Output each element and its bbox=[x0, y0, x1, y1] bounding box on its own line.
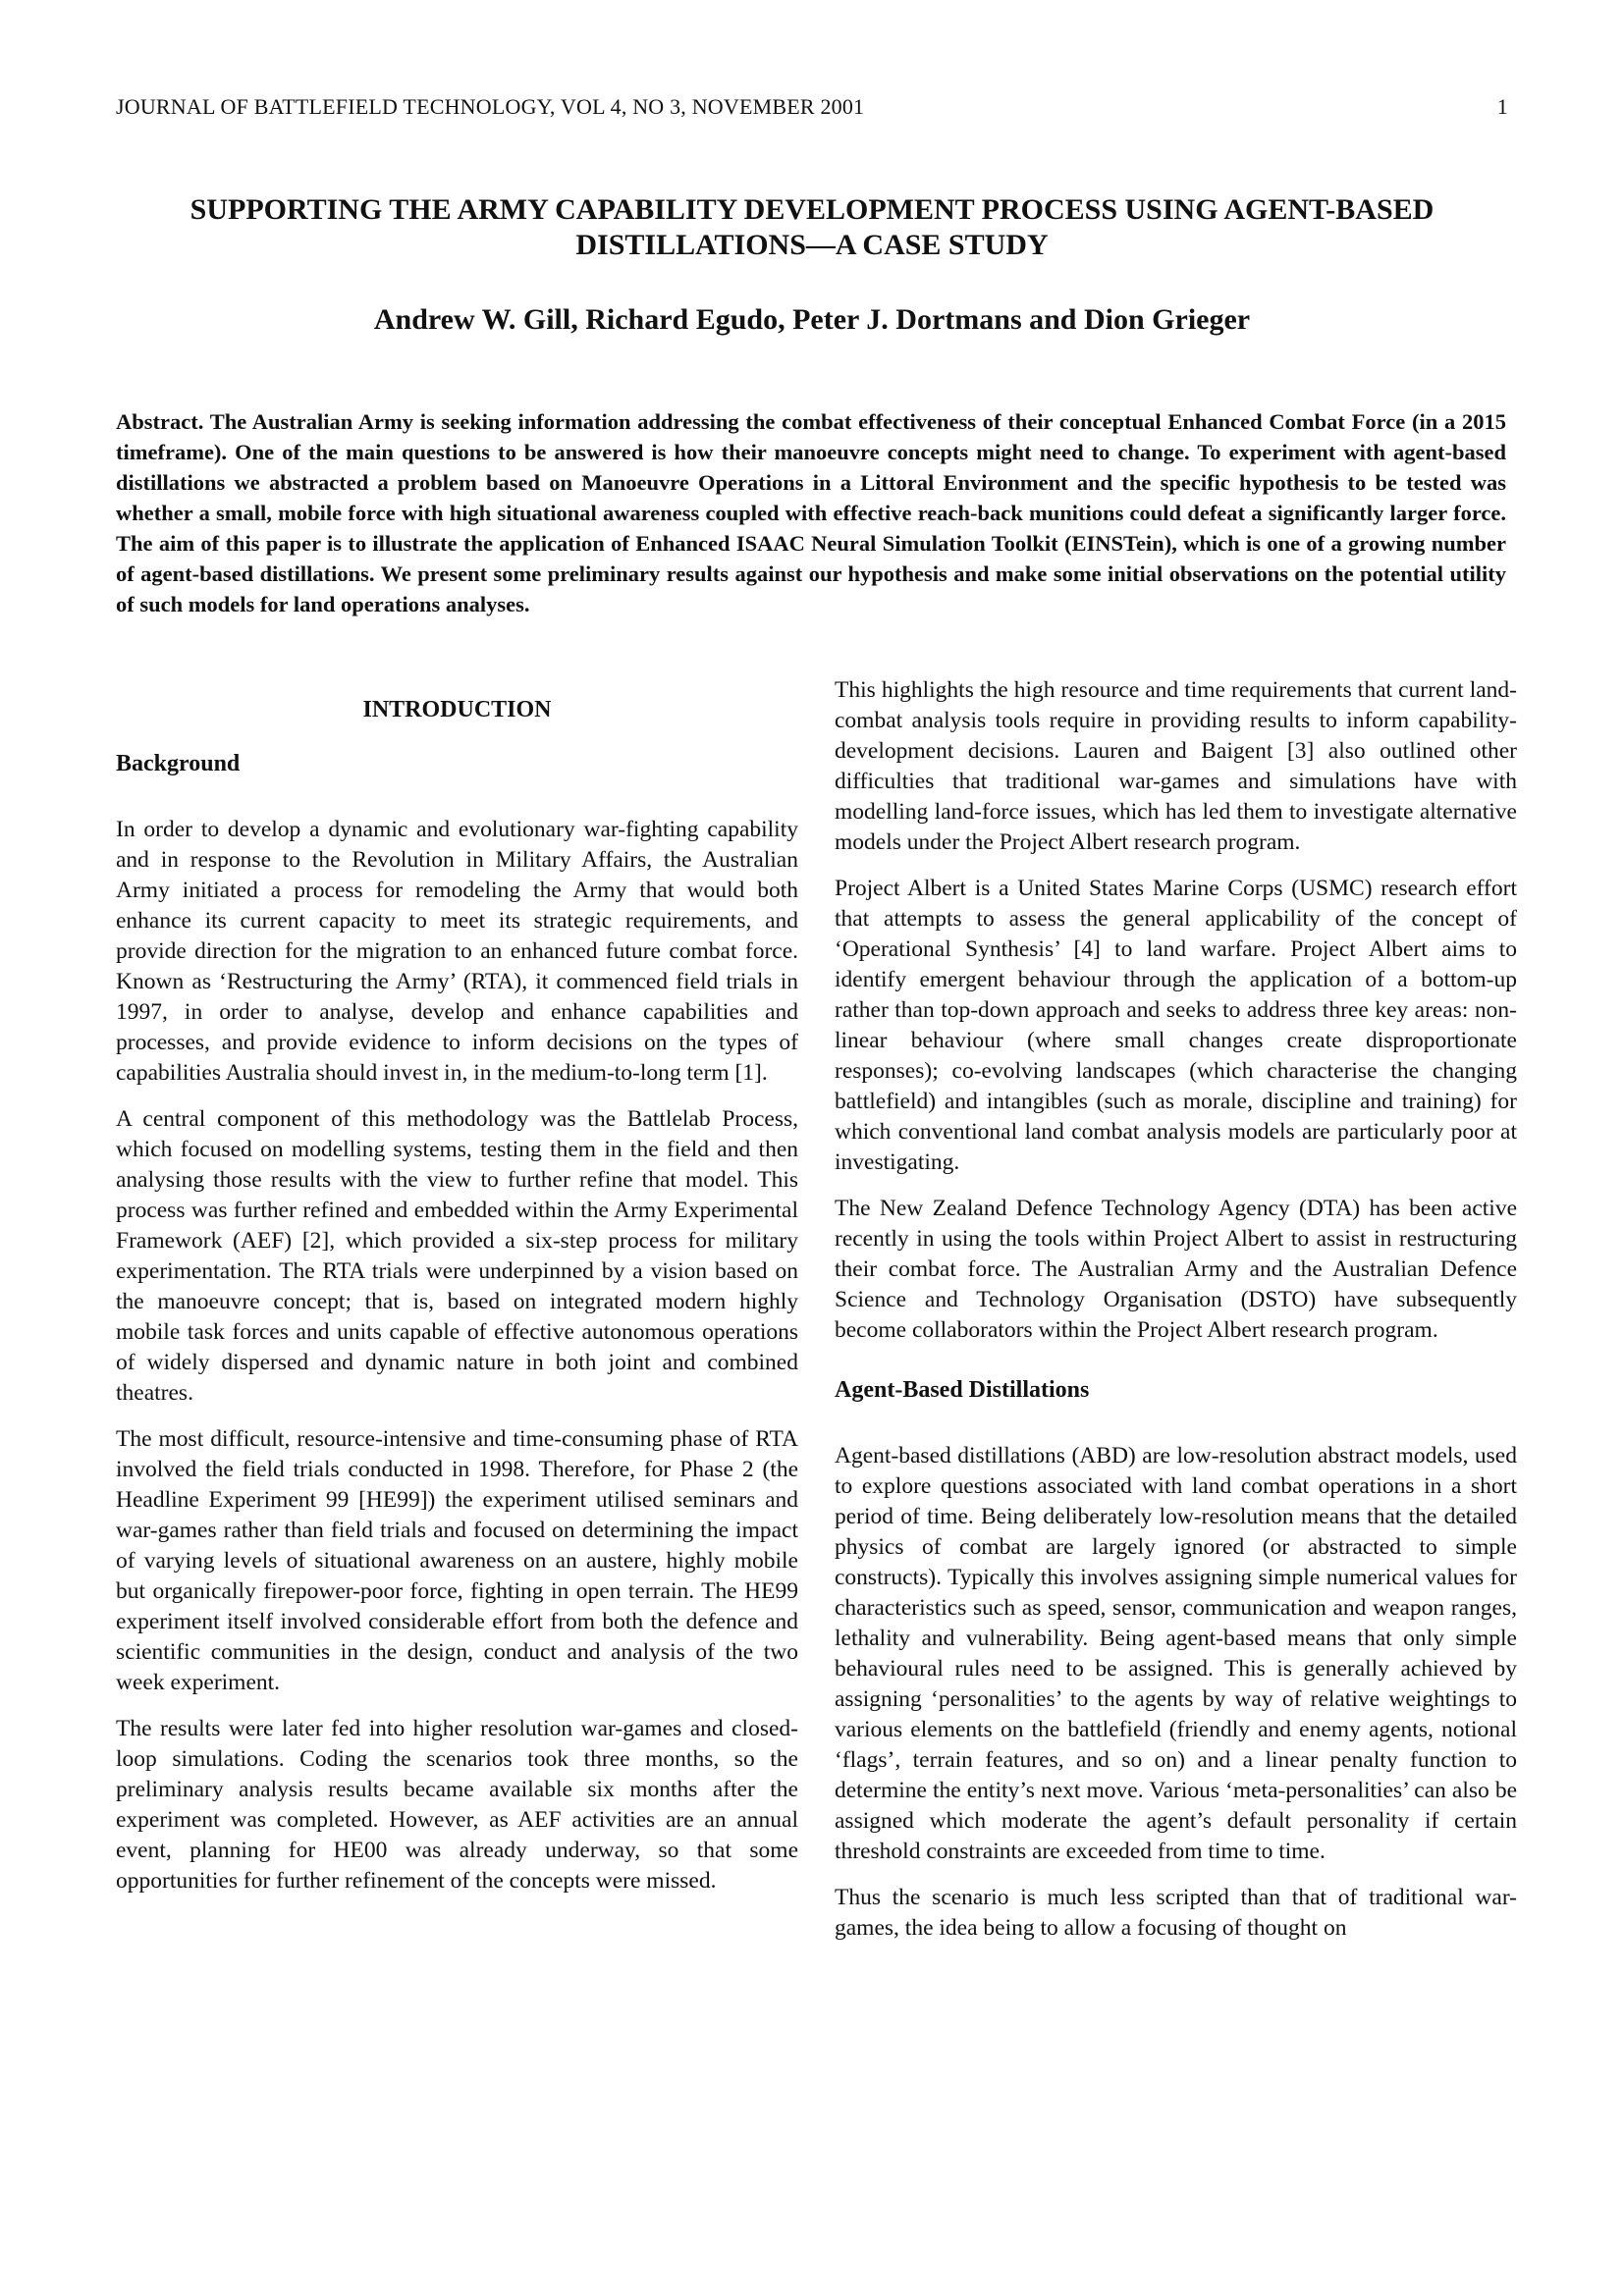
paragraph: The most difficult, resource-intensive and time-consuming phase of RTA involved the field trials conducted in 1998. Therefore, for Phase 2 (the Headline Experiment 99 [HE99]) the experiment utilised seminars and war-games rather than field trials and focused on determining the impact of varying levels of situational awareness on an austere, highly mobile but organically firepower-poor force, fighting in open terrain. The HE99 experiment itself involved considerable effort from both the defence and scientific communities in the design, conduct and analysis of the two week experiment. bbox=[116, 1426, 798, 1695]
subheading-background: Background bbox=[116, 751, 241, 776]
left-column bbox=[116, 675, 798, 1912]
paragraph: Thus the scenario is much less scripted than that of traditional war-games, the idea being to allow a focusing of thought on bbox=[835, 1885, 1517, 1941]
paragraph: This highlights the high resource and time requirements that current land-combat analysis tools require in providing results to inform capability-development decisions. Lauren and Baigent [3] also outlined other difficulties that traditional war-games and simulations have with modelling land-force issues, which has led them to investigate alternative models under the Project Albert research program. bbox=[835, 677, 1517, 855]
section-heading-introduction: INTRODUCTION bbox=[362, 697, 552, 722]
paragraph: The results were later fed into higher resolution war-games and closed-loop simulations. Coding the scenarios took three months, so the preliminary analysis results became available six months after the experiment was completed. However, as AEF activities are an annual event, planning for HE00 was already underway, so that some opportunities for further refinement of the concepts were missed. bbox=[116, 1716, 798, 1894]
page-number: 1 bbox=[1496, 94, 1508, 119]
running-header bbox=[116, 94, 1508, 120]
paragraph: A central component of this methodology was the Battlelab Process, which focused on modelling systems, testing them in the field and then analysing those results with the view to further refine that model. This process was further refined and embedded within the Army Experimental Framework (AEF) [2], which provided a six-step process for military experimentation. The RTA trials were underpinned by a vision based on the manoeuvre concept; that is, based on integrated modern highly mobile task forces and units capable of effective autonomous operations of widely dispersed and dynamic nature in both joint and combined theatres. bbox=[116, 1106, 798, 1406]
author-list: Andrew W. Gill, Richard Egudo, Peter J. Dortmans and Dion Grieger bbox=[373, 303, 1251, 336]
journal-citation: JOURNAL OF BATTLEFIELD TECHNOLOGY, VOL 4, NO 3, NOVEMBER 2001 bbox=[116, 94, 865, 119]
paragraph: In order to develop a dynamic and evolutionary war-fighting capability and in response to the Revolution in Military Affairs, the Australian Army initiated a process for remodeling the Army that would both enhance its current capacity to meet its strategic requirements, and provide direction for the migration to an enhanced future combat force. Known as ‘Restructuring the Army’ (RTA), it commenced field trials in 1997, in order to analyse, develop and enhance capabilities and processes, and provide evidence to inform decisions on the types of capabilities Australia should invest in, in the medium-to-long term [1]. bbox=[116, 817, 798, 1086]
paper-title: SUPPORTING THE ARMY CAPABILITY DEVELOPMENT PROCESS USING AGENT-BASED DISTILLATIONS—A CASE STUDY bbox=[189, 193, 1435, 261]
abstract: Abstract. The Australian Army is seeking information addressing the combat effectiveness of their conceptual Enhanced Combat Force (in a 2015 timeframe). One of the main questions to be answered is how their manoeuvre concepts might need to change. To experiment with agent-based distillations we abstracted a problem based on Manoeuvre Operations in a Littoral Environment and the specific hypothesis to be tested was whether a small, mobile force with high situational awareness coupled with effective reach-back munitions could defeat a significantly larger force. The aim of this paper is to illustrate the application of Enhanced ISAAC Neural Simulation Toolkit (EINSTein), which is one of a growing number of agent-based distillations. We present some preliminary results against our hypothesis and make some initial observations on the potential utility of such models for land operations analyses. bbox=[116, 409, 1506, 616]
right-column bbox=[835, 675, 1517, 1959]
paragraph: Project Albert is a United States Marine Corps (USMC) research effort that attempts to assess the general applicability of the concept of ‘Operational Synthesis’ [4] to land warfare. Project Albert aims to identify emergent behaviour through the application of a bottom-up rather than top-down approach and seeks to address three key areas: non-linear behaviour (where small changes create disproportionate responses); co-evolving landscapes (which characterise the changing battlefield) and intangibles (such as morale, discipline and training) for which conventional land combat analysis models are particularly poor at investigating. bbox=[835, 876, 1517, 1175]
subheading-agent-based-distillations: Agent-Based Distillations bbox=[835, 1377, 1090, 1403]
paragraph: Agent-based distillations (ABD) are low-resolution abstract models, used to explore questions associated with land combat operations in a short period of time. Being deliberately low-resolution means that the detailed physics of combat are largely ignored (or abstracted to simple constructs). Typically this involves assigning simple numerical values for characteristics such as speed, sensor, communication and weapon ranges, lethality and vulnerability. Being agent-based means that only simple behavioural rules need to be assigned. This is generally achieved by assigning ‘personalities’ to the agents by way of relative weightings to various elements on the battlefield (friendly and enemy agents, notional ‘flags’, terrain features, and so on) and a linear penalty function to determine the entity’s next move. Various ‘meta-personalities’ can also be assigned which moderate the agent’s default personality if certain threshold constraints are exceeded from time to time. bbox=[835, 1443, 1517, 1864]
paragraph: The New Zealand Defence Technology Agency (DTA) has been active recently in using the tools within Project Albert to assist in restructuring their combat force. The Australian Army and the Australian Defence Science and Technology Organisation (DSTO) have subsequently become collaborators within the Project Albert research program. bbox=[835, 1196, 1517, 1343]
